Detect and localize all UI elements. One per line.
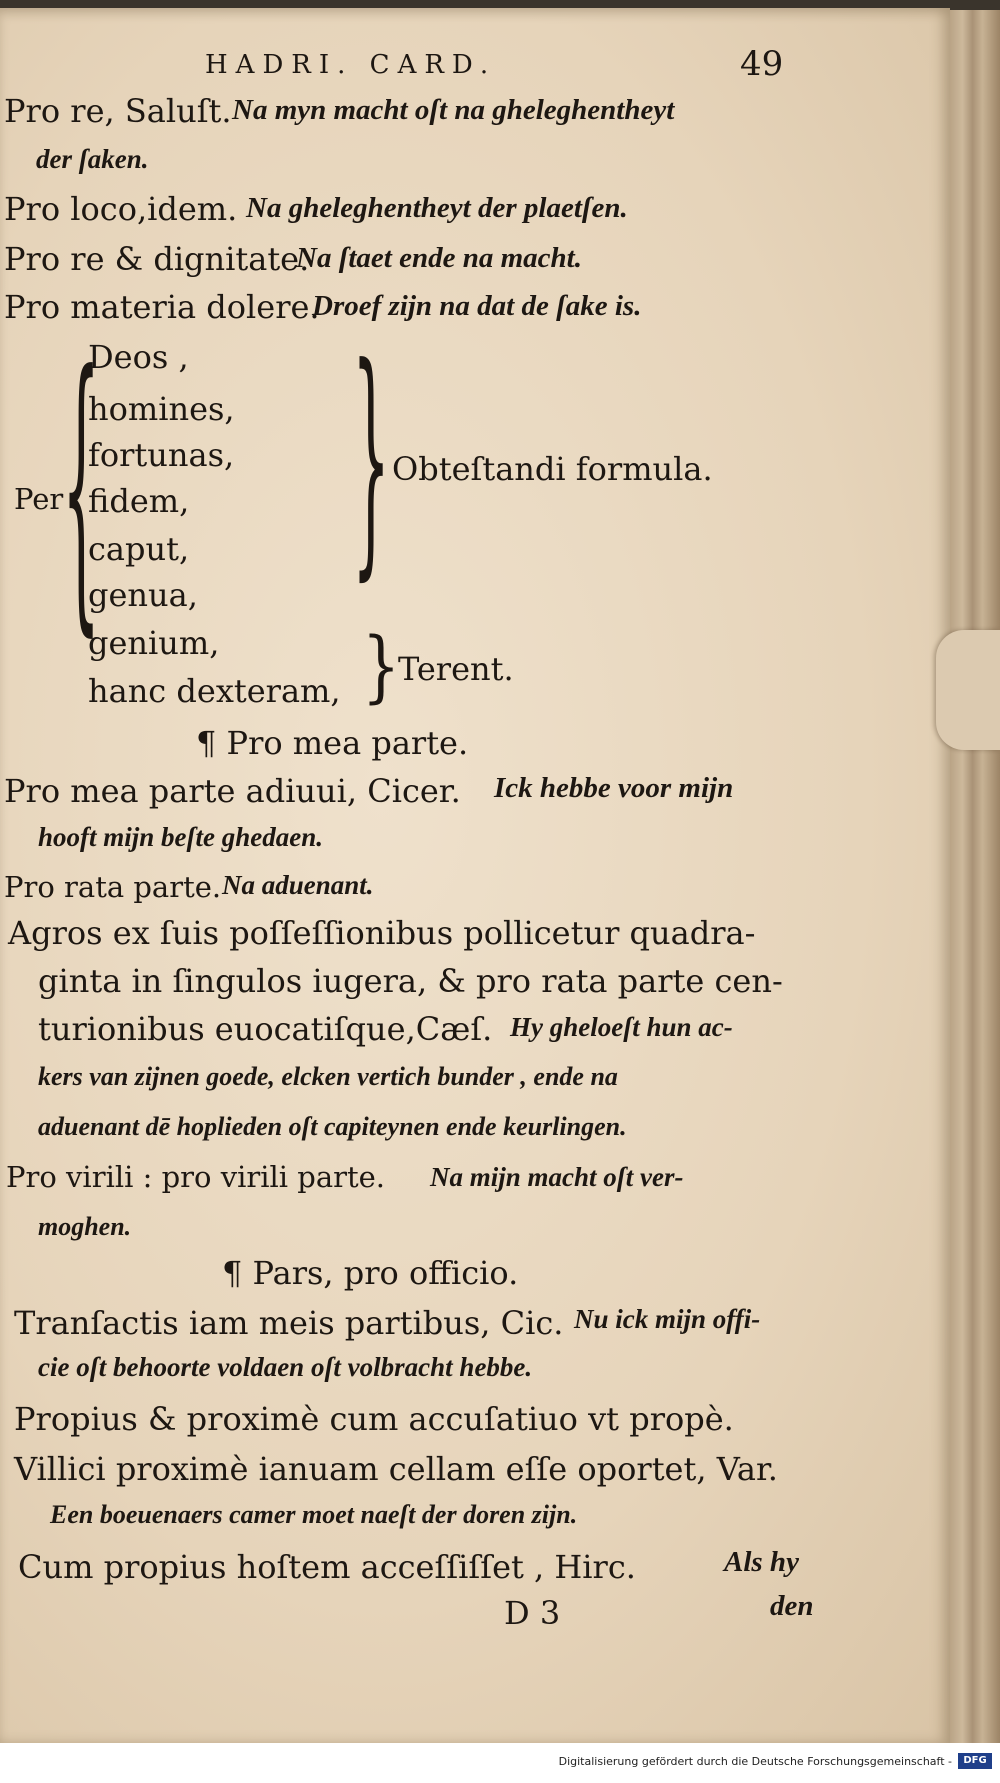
left-brace: { — [62, 315, 101, 665]
page-number: 49 — [740, 44, 784, 84]
brace-gloss-formula: Obteſtandi formula. — [392, 450, 713, 488]
section-heading: ¶ Pars, pro officio. — [222, 1254, 519, 1292]
line-dutch: moghen. — [38, 1212, 132, 1241]
footer-bar — [0, 1743, 1000, 1783]
line-dutch: Na aduenant. — [222, 870, 374, 900]
dfg-logo: DFG — [958, 1753, 992, 1769]
line-latin: Pro virili : pro virili parte. — [6, 1160, 386, 1194]
brace-item: fidem, — [88, 482, 190, 520]
entry-dutch: Na myn macht oſt na gheleghentheyt — [232, 94, 675, 126]
line-dutch: aduenant dē hoplieden oſt capiteynen ende keurlingen. — [38, 1112, 627, 1141]
entry-dutch: Droef zijn na dat de ſake is. — [312, 290, 642, 322]
signature-mark: D 3 — [504, 1594, 561, 1632]
line-latin: Agros ex ſuis poſſeſſionibus pollicetur quadra- — [8, 914, 756, 952]
brace-prefix: Per — [14, 482, 64, 516]
line-latin: Cum propius hoſtem acceſſiſſet , Hirc. — [18, 1548, 636, 1586]
brace-item: Deos , — [88, 338, 189, 376]
entry-dutch: der ſaken. — [36, 144, 149, 174]
entry-dutch: Na ſtaet ende na macht. — [296, 242, 582, 274]
running-title: HADRI. CARD. — [205, 50, 497, 80]
entry-dutch: Na gheleghentheyt der plaetſen. — [246, 192, 628, 224]
brace-item: hanc dexteram, — [88, 672, 341, 710]
line-dutch: Na mijn macht oſt ver- — [430, 1162, 684, 1192]
line-dutch: cie oſt behoorte voldaen oſt volbracht hebbe. — [38, 1352, 533, 1382]
line-latin: Pro rata parte. — [4, 870, 222, 904]
line-dutch: hooft mijn beſte ghedaen. — [38, 822, 323, 852]
entry-latin: Pro re, Saluſt. — [4, 92, 232, 130]
brace-item: genua, — [88, 576, 198, 614]
brace-item: genium, — [88, 624, 220, 662]
page-edge-tab — [936, 630, 1000, 750]
line-dutch: Hy gheloeſt hun ac- — [510, 1012, 733, 1042]
line-latin: Propius & proximè cum accuſatiuo vt propè. — [14, 1400, 734, 1438]
entry-latin: Pro materia dolere. — [4, 288, 320, 326]
line-latin: Villici proximè ianuam cellam eſſe oportet, Var. — [14, 1450, 778, 1488]
line-dutch: Als hy — [724, 1546, 799, 1578]
brace-item: fortunas, — [88, 436, 235, 474]
line-latin: Pro mea parte adiuui, Cicer. — [4, 772, 461, 810]
line-latin: Tranſactis iam meis partibus, Cic. — [14, 1304, 564, 1342]
line-latin: ginta in ſingulos iugera, & pro rata parte cen- — [38, 962, 783, 1000]
section-heading: ¶ Pro mea parte. — [196, 724, 469, 762]
line-dutch: Ick hebbe voor mijn — [494, 772, 734, 804]
catchword: den — [770, 1590, 814, 1622]
brace-item: caput, — [88, 530, 190, 568]
line-dutch: kers van zijnen goede, elcken vertich bunder , ende na — [38, 1062, 618, 1091]
entry-latin: Pro loco,idem. — [4, 190, 238, 228]
line-dutch: Nu ick mijn offi- — [574, 1304, 761, 1334]
brace-gloss-terent: Terent. — [398, 650, 514, 688]
line-dutch: Een boeuenaers camer moet naeſt der doren zijn. — [50, 1500, 578, 1529]
footer-credit: Digitalisierung gefördert durch die Deutsche Forschungsgemeinschaft - — [558, 1755, 952, 1768]
line-latin: turionibus euocatiſque,Cæſ. — [38, 1010, 493, 1048]
small-brace: } — [362, 621, 401, 713]
right-brace: } — [352, 317, 391, 605]
entry-latin: Pro re & dignitate. — [4, 240, 310, 278]
page-edge-stack — [950, 10, 1000, 1743]
brace-item: homines, — [88, 390, 235, 428]
